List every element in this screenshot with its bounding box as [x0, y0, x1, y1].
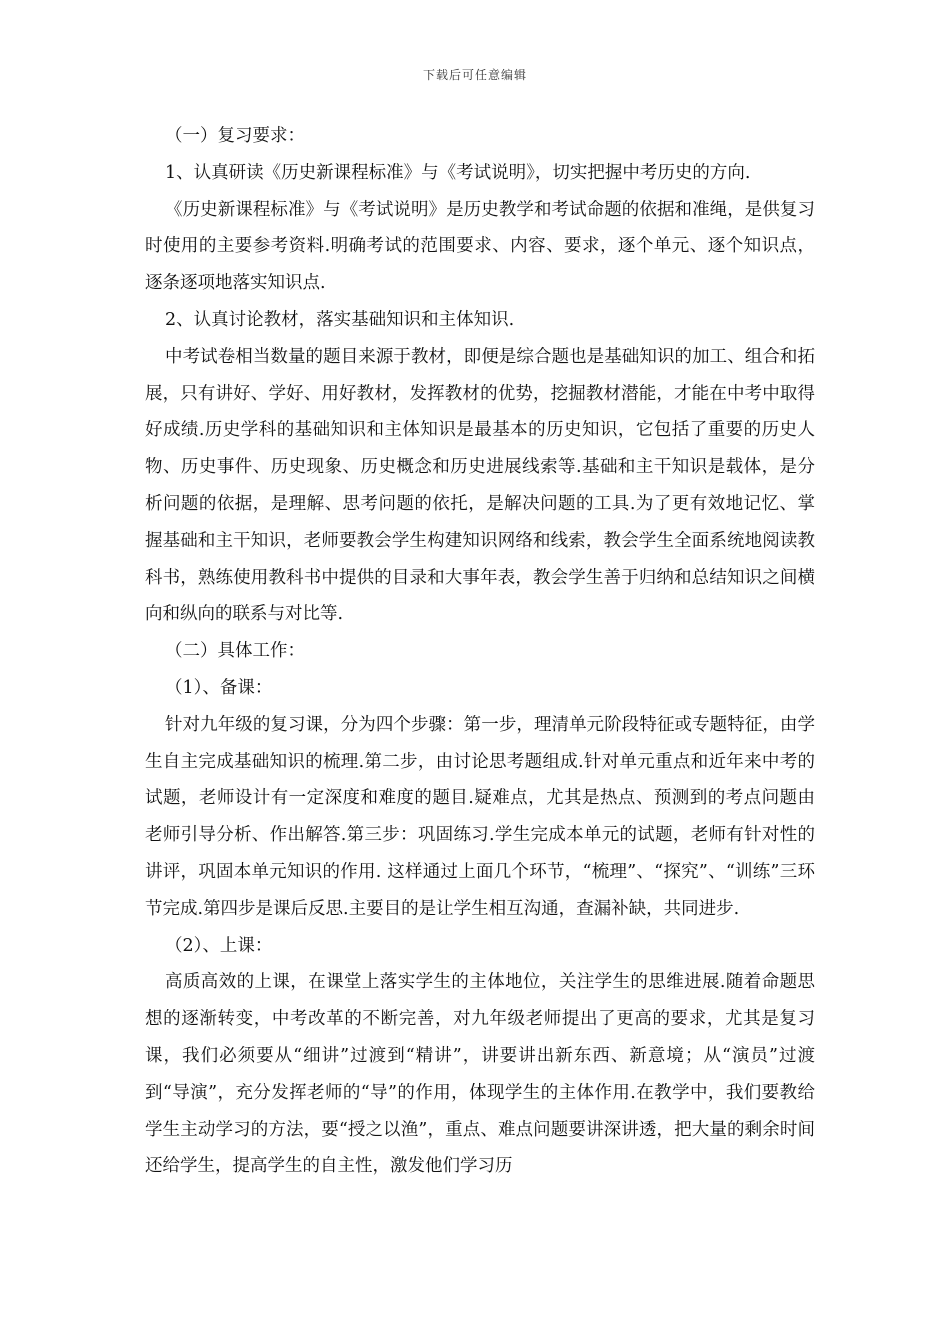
item-1-heading: 1、认真研读《历史新课程标准》与《考试说明》，切实把握中考历史的方向. — [165, 162, 751, 183]
paragraph-textbook: 中考试卷相当数量的题目来源于教材，即便是综合题也是基础知识的加工、组合和拓展，只有讲好、学好、用好教材，发挥教材的优势，挖掘教材潜能，才能在中考中取得好成绩.历史学科的基础知识和主体知识是最基本的历史知识，它包括了重要的历史人物、历史事件、历史现象、历史概念和历史进展线索等.基础和主干知识是载体，是分析问题的依据，是理解、思考问题的依托，是解决问题的工具.为了更有效地记忆、掌握基础和主干知识，老师要教会学生构建知识网络和线索，教会学生全面系统地阅读教科书，熟练使用教科书中提供的目录和大事年表，教会学生善于归纳和总结知识之间横向和纵向的联系与对比等. — [145, 346, 815, 625]
section-heading-review-requirements: （一）复习要求： — [165, 126, 305, 146]
paragraph-lesson-prep: 针对九年级的复习课，分为四个步骤：第一步，理清单元阶段特征或专题特征，由学生自主完成基础知识的梳理.第二步，由讨论思考题组成.针对单元重点和近年来中考的试题，老师设计有一定深度和难度的题目.疑难点，尤其是热点、预测到的考点问题由老师引导分析、作出解答.第三步：巩固练习.学生完成本单元的试题，老师有针对性的讲评，巩固本单元知识的作用. 这样通过上面几个环节，“梳理”、“探究”、“训练”三环节完成.第四步是课后反思.主要目的是让学生相互沟通，查漏补缺，共同进步. — [145, 714, 815, 919]
item-2-heading: 2、认真讨论教材，落实基础知识和主体知识. — [165, 309, 515, 330]
paragraph-standards: 《历史新课程标准》与《考试说明》是历史教学和考试命题的依据和准绳，是供复习时使用的主要参考资料.明确考试的范围要求、内容、要求，逐个单元、逐个知识点，逐条逐项地落实知识点. — [145, 199, 815, 294]
section-heading-specific-work: （二）具体工作： — [165, 641, 305, 662]
paragraph-teaching: 高质高效的上课，在课堂上落实学生的主体地位，关注学生的思维进展.随着命题思想的逐渐转变，中考改革的不断完善，对九年级老师提出了更高的要求，尤其是复习课，我们必须要从“细讲”过渡到“精讲”，讲要讲出新东西、新意境；从“演员”过渡到“导演”，充分发挥老师的“导”的作用，体现学生的主体作用.在教学中，我们要教给学生主动学习的方法，要“授之以渔”，重点、难点问题要讲深讲透，把大量的剩余时间还给学生，提高学生的自主性，激发他们学习历 — [145, 972, 815, 1177]
document-body — [145, 118, 815, 1185]
subheading-teaching: （2）、上课： — [165, 935, 273, 956]
page-header: 下载后可任意编辑 — [422, 68, 527, 82]
subheading-lesson-prep: （1）、备课： — [165, 677, 273, 698]
